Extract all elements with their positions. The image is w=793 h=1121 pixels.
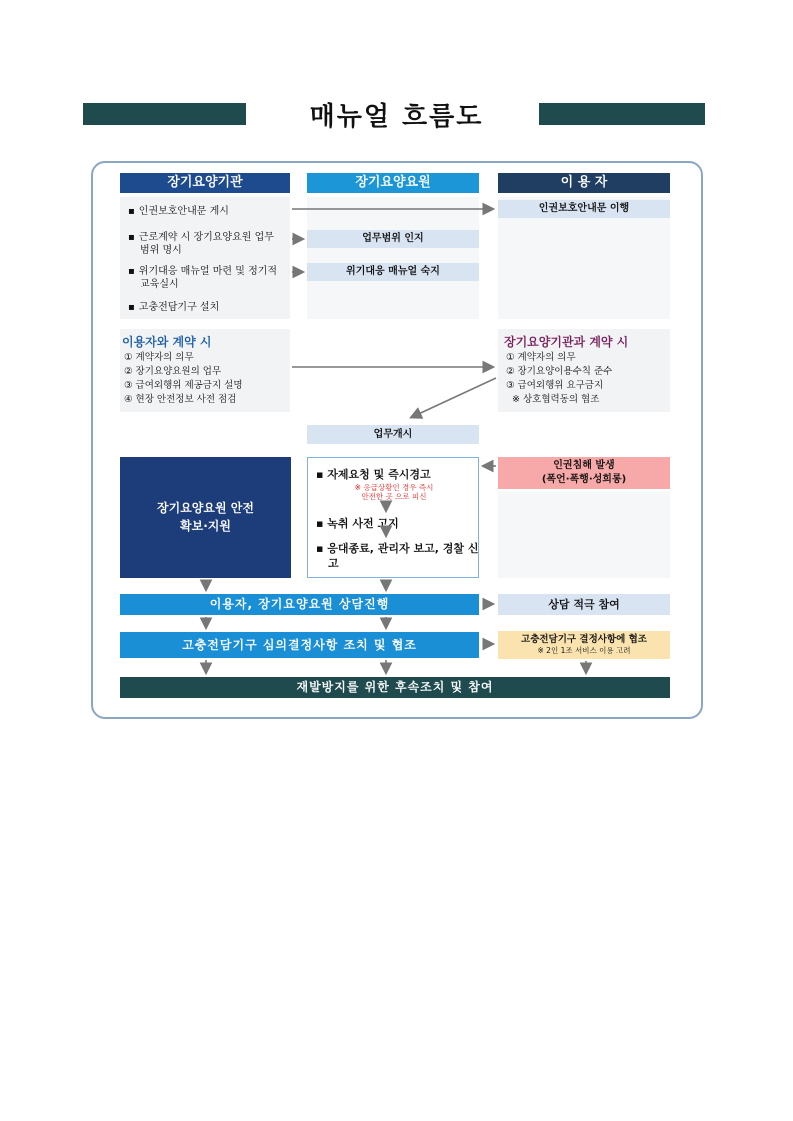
contract-user-line-4: ④ 현장 안전정보 사전 점검 — [124, 394, 237, 405]
user-guide: 인권보호안내문 이행 — [498, 200, 670, 218]
response-note-1: ※ 응급상황인 경우 즉시 — [354, 483, 434, 492]
contract-agency-line-1: ① 계약자의 의무 — [506, 352, 576, 363]
counsel-user: 상담 적극 참여 — [498, 594, 670, 615]
contract-user-line-1: ① 계약자의 의무 — [124, 352, 194, 363]
response-note-2: 안전한 곳 으로 피신 — [361, 492, 427, 501]
agency-item-3: ▪ 위기대응 매뉴얼 마련 및 정기적 교육실시 — [128, 266, 278, 290]
arrow-to-work — [412, 378, 496, 417]
worker-manual: 위기대응 매뉴얼 숙지 — [307, 263, 479, 281]
agency-item-4: ▪ 고충전담기구 설치 — [128, 302, 220, 313]
contract-user-line-3: ③ 급여외행위 제공금지 설명 — [124, 380, 243, 391]
header-user: 이 용 자 — [498, 173, 670, 193]
contract-agency-line-2: ② 장기요양이용수칙 준수 — [506, 366, 613, 377]
response-step-3: ▪ 응대종료, 관리자 보고, 경찰 신고 — [316, 542, 479, 570]
committee-user-note: ※ 2인 1조 서비스 이용 고려 — [537, 646, 631, 655]
safety-support-label: 장기요양요원 안전 확보·지원 — [157, 501, 254, 533]
response-step-1: ▪ 자제요청 및 즉시경고 — [316, 468, 431, 481]
contract-agency-title: 장기요양기관과 계약 시 — [504, 335, 629, 349]
violation-line-2: (폭언·폭행·성희롱) — [541, 474, 627, 485]
committee-user-label: 고충전담기구 결정사항에 협조 — [521, 634, 647, 645]
committee-bar: 고충전담기구 심의결정사항 조치 및 협조 — [120, 632, 479, 658]
final-bar: 재발방지를 위한 후속조치 및 참여 — [120, 677, 670, 698]
counsel-bar: 이용자, 장기요양요원 상담진행 — [120, 594, 479, 615]
header-agency: 장기요양기관 — [120, 173, 290, 193]
contract-agency-line-4: ※ 상호협력동의 협조 — [512, 394, 600, 405]
page-title: 매뉴얼 흐름도 — [309, 102, 484, 132]
violation-line-1: 인권침해 발생 — [553, 460, 615, 471]
work-start: 업무개시 — [307, 425, 479, 444]
agency-item-2: ▪ 근로계약 시 장기요양요원 업무범위 명시 — [128, 232, 274, 256]
worker-scope: 업무범위 인지 — [307, 230, 479, 248]
contract-agency-line-3: ③ 급여외행위 요구금지 — [506, 380, 604, 391]
header-worker: 장기요양요원 — [307, 173, 479, 193]
agency-item-1: ▪ 인권보호안내문 게시 — [128, 206, 229, 217]
response-step-2: ▪ 녹취 사전 고지 — [316, 517, 399, 530]
contract-user-line-2: ② 장기요양요원의 업무 — [124, 366, 222, 377]
contract-user-title: 이용자와 계약 시 — [122, 335, 212, 349]
